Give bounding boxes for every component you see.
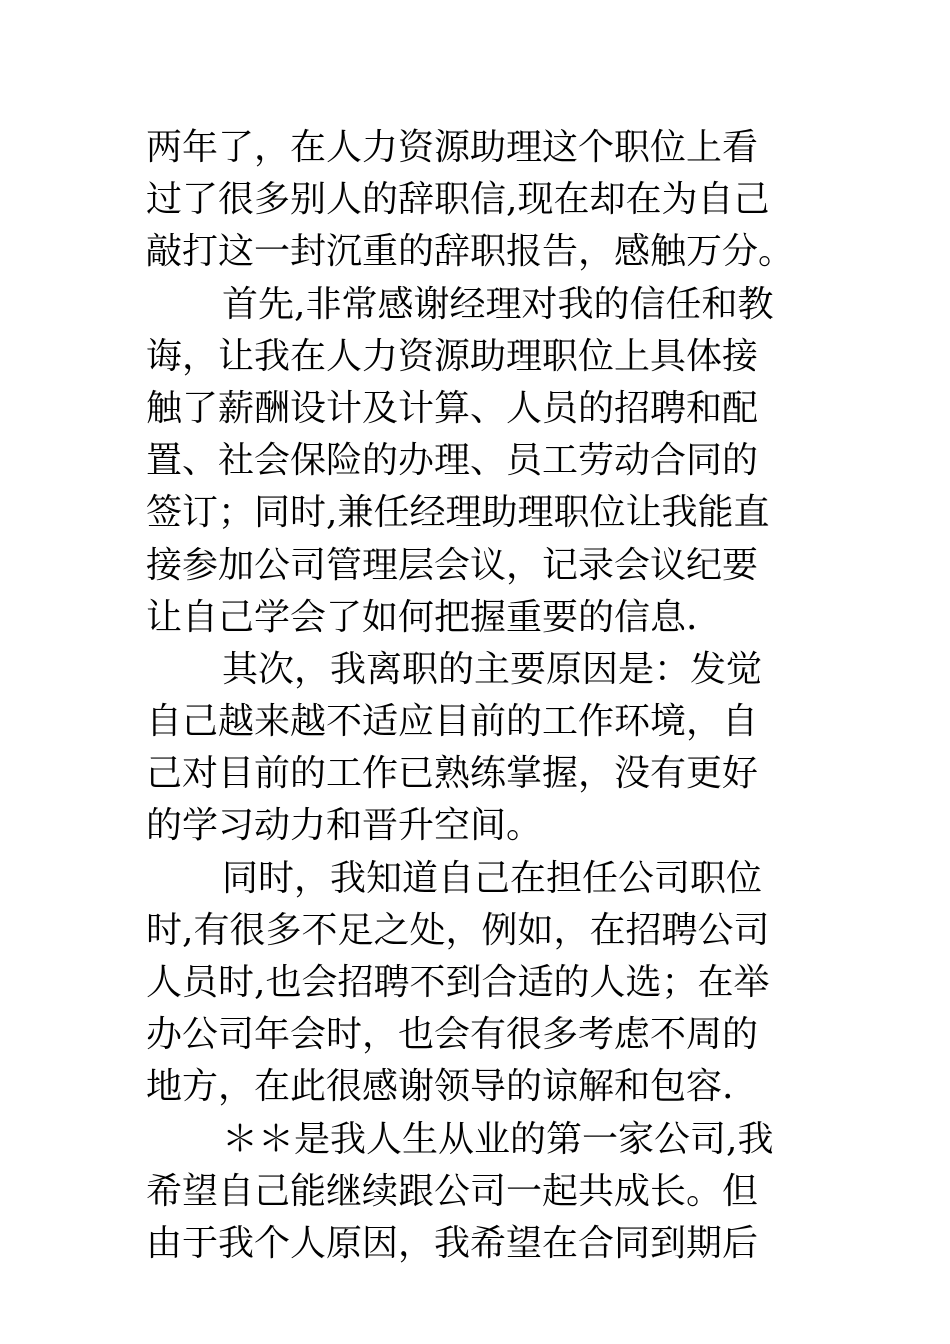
text-line: 两年了，在人力资源助理这个职位上看	[146, 127, 759, 168]
text-line: 接参加公司管理层会议，记录会议纪要	[146, 544, 759, 586]
text-line: 人员时,也会招聘不到合适的人选；在举	[146, 962, 770, 1003]
text-line: 的学习动力和晋升空间。	[146, 805, 543, 847]
text-line: 希望自己能继续跟公司一起共成长。但	[146, 1170, 759, 1212]
text-line: 让自己学会了如何把握重要的信息.	[146, 596, 698, 638]
text-line: 诲，让我在人力资源助理职位上具体接	[146, 335, 759, 377]
text-line: 敲打这一封沉重的辞职报告，感触万分。	[146, 231, 795, 273]
paragraph-start-line: ＊＊是我人生从业的第一家公司,我	[222, 1118, 774, 1160]
text-line: 置、社会保险的办理、员工劳动合同的	[146, 440, 759, 482]
text-line: 由于我个人原因，我希望在合同到期后	[146, 1222, 759, 1264]
text-line: 办公司年会时，也会有很多考虑不周的	[146, 1014, 759, 1056]
text-line: 时,有很多不足之处，例如，在招聘公司	[146, 909, 770, 951]
document-body	[146, 122, 806, 1270]
paragraph-start-line: 其次，我离职的主要原因是：发觉	[222, 648, 763, 690]
text-line: 自己越来越不适应目前的工作环境，自	[146, 701, 759, 743]
text-line: 地方，在此很感谢领导的谅解和包容.	[146, 1066, 734, 1108]
paragraph-start-line: 首先,非常感谢经理对我的信任和教	[222, 283, 774, 325]
text-line: 己对目前的工作已熟练掌握，没有更好	[146, 753, 759, 795]
text-line: 签订；同时,兼任经理助理职位让我能直	[146, 492, 770, 534]
paragraph-start-line: 同时，我知道自己在担任公司职位	[222, 857, 763, 899]
text-line: 触了薪酬设计及计算、人员的招聘和配	[146, 387, 759, 429]
text-line: 过了很多别人的辞职信,现在却在为自己	[146, 179, 770, 221]
